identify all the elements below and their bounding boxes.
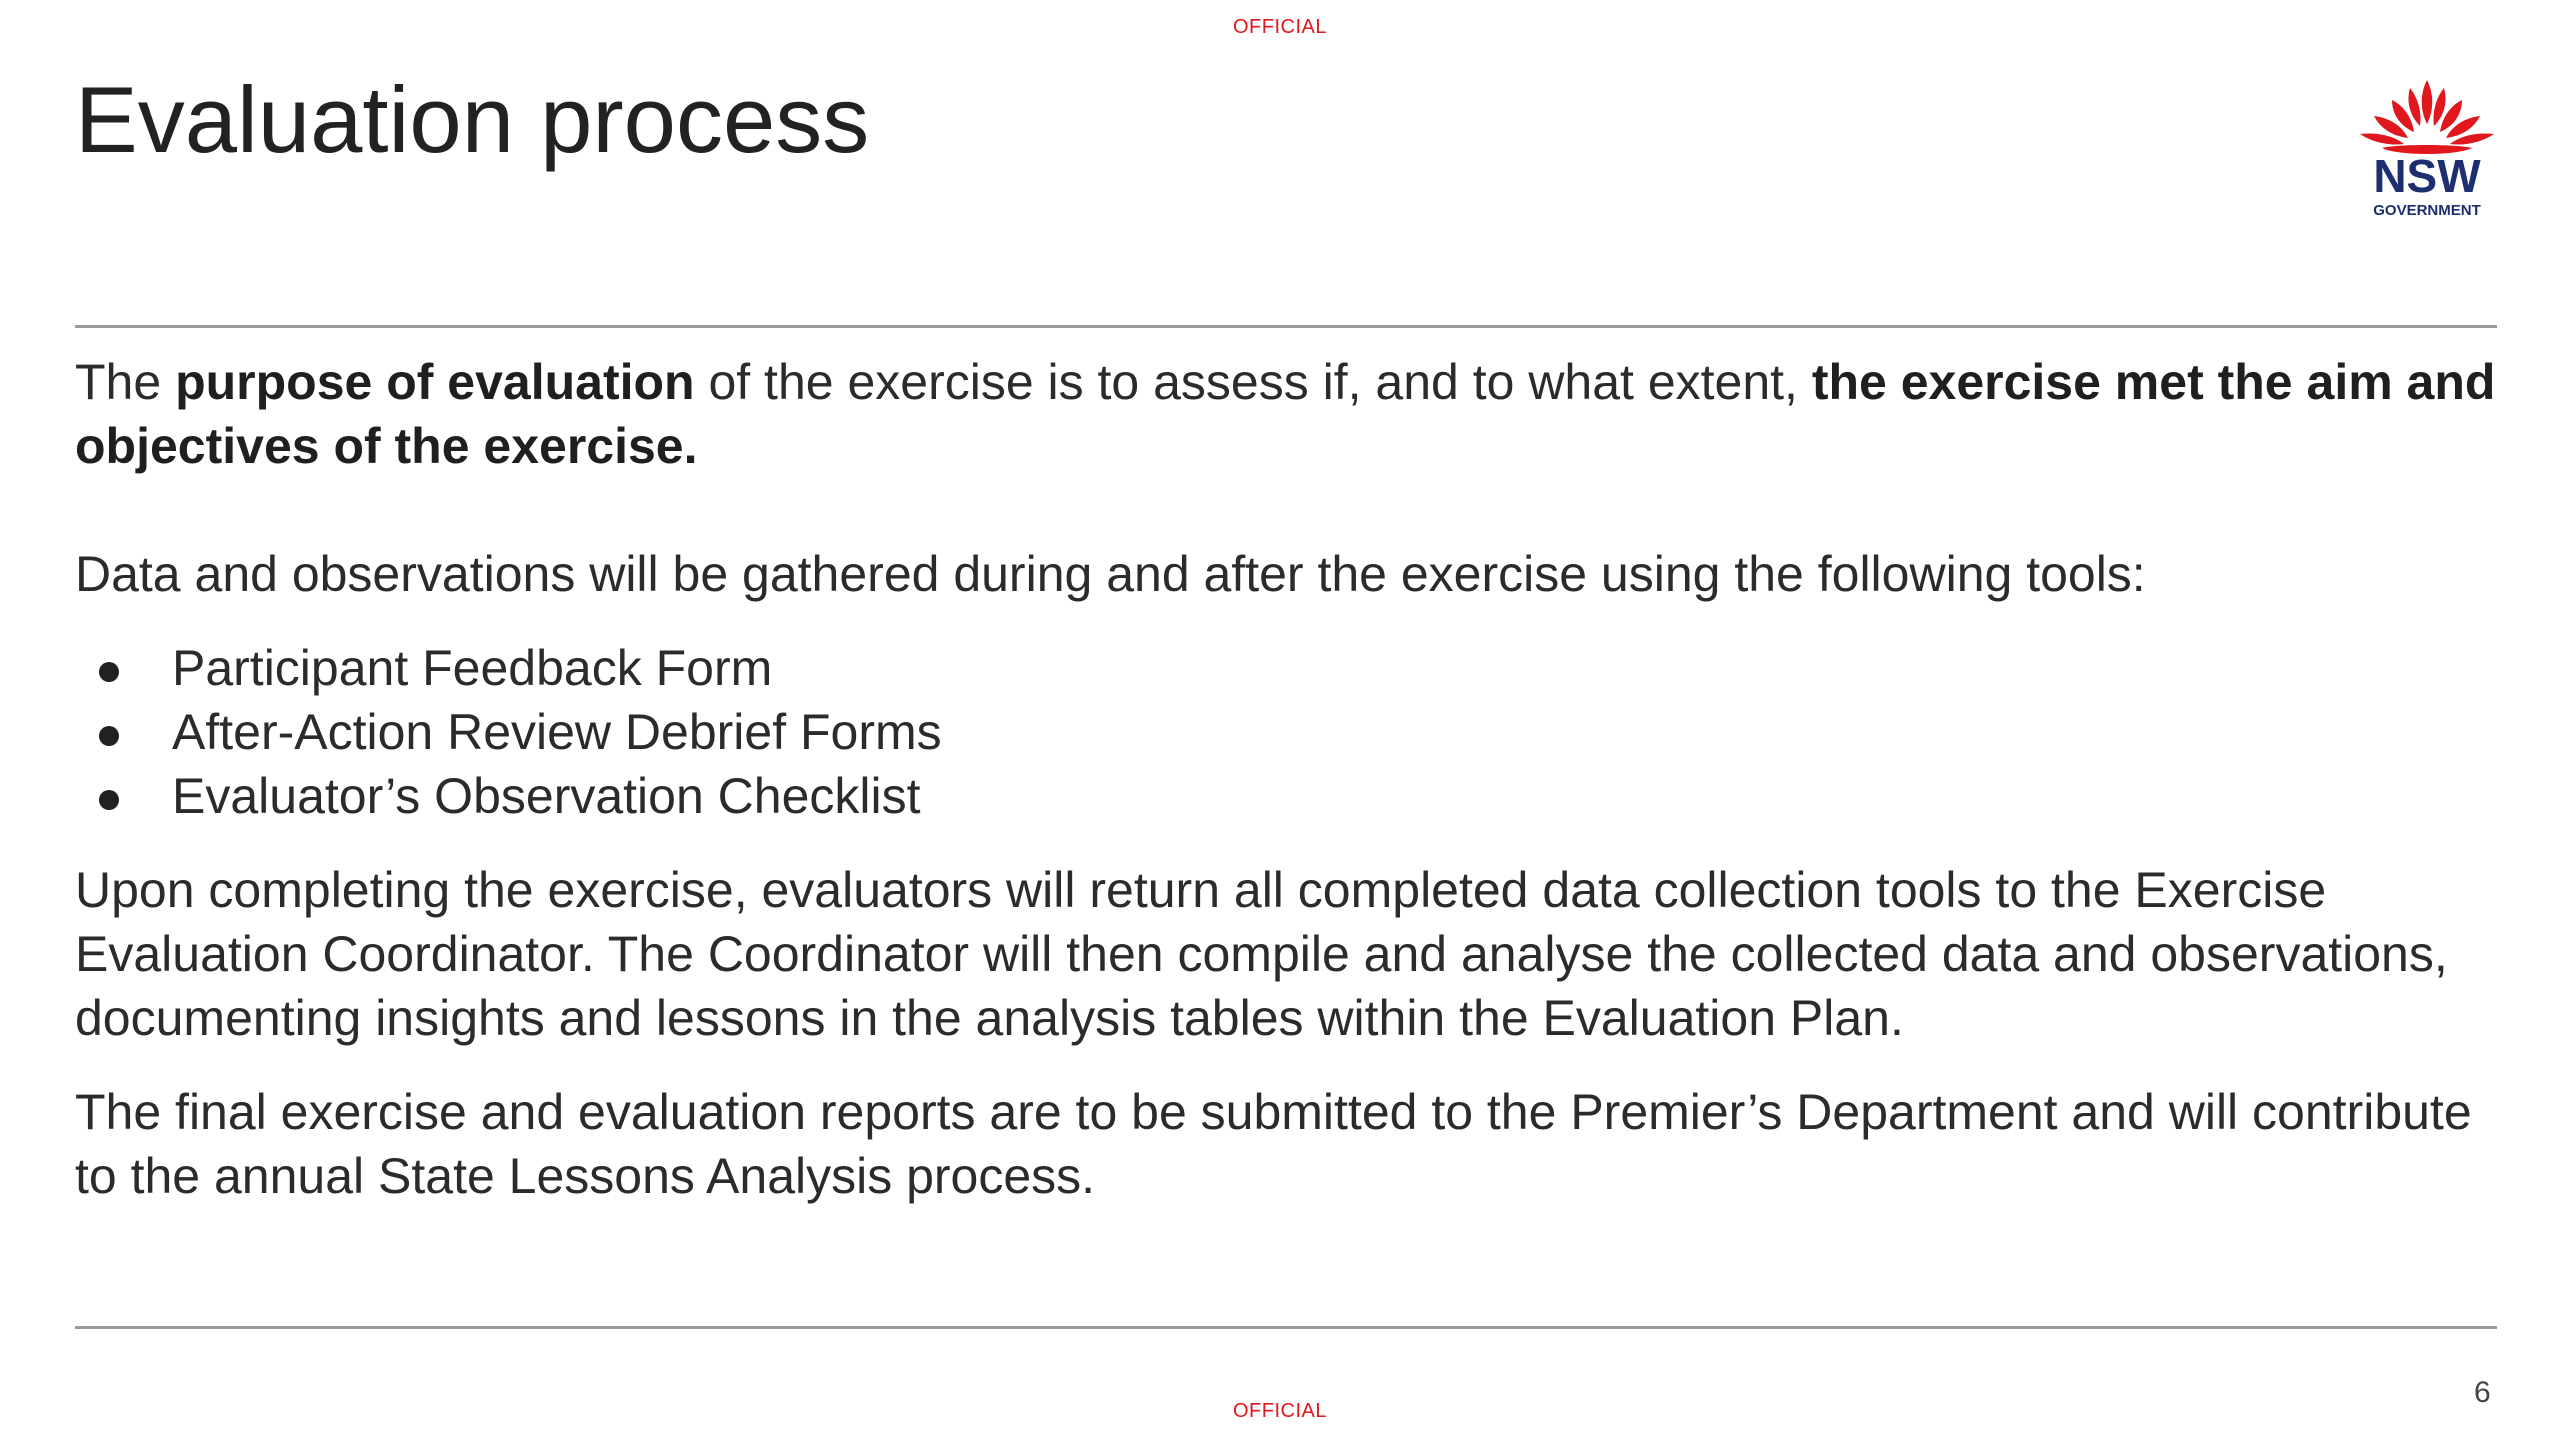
tools-intro-paragraph: Data and observations will be gathered during and after the exercise using the following tools:	[75, 546, 2146, 602]
bullet-icon	[99, 726, 119, 746]
purpose-text-1: The	[75, 354, 176, 410]
logo-subtext: GOVERNMENT	[2373, 202, 2481, 219]
classification-marking-bottom: OFFICIAL	[1232, 1400, 1327, 1422]
slide-title: Evaluation process	[75, 67, 870, 172]
list-item-text: Evaluator’s Observation Checklist	[172, 768, 921, 824]
nsw-government-logo	[2352, 72, 2502, 224]
purpose-paragraph	[75, 350, 2497, 478]
list-item-text: Participant Feedback Form	[172, 640, 773, 696]
waratah-icon	[2360, 80, 2494, 154]
list-item	[75, 764, 2497, 828]
bullet-icon	[99, 662, 119, 682]
bottom-divider	[75, 1326, 2497, 1329]
tools-list	[75, 636, 2497, 828]
reporting-paragraph: The final exercise and evaluation reports are to be submitted to the Premier’s Department and will contribute to the annual State Lessons Analysis process.	[75, 1084, 2472, 1204]
page-number: 6	[2474, 1376, 2491, 1409]
list-item	[75, 636, 2497, 700]
classification-marking-top: OFFICIAL	[1232, 16, 1327, 38]
list-item-text: After-Action Review Debrief Forms	[172, 704, 942, 760]
top-divider	[75, 325, 2497, 328]
purpose-bold-1: purpose of evaluation	[175, 354, 695, 410]
process-paragraph: Upon completing the exercise, evaluators will return all completed data collection tools to the Exercise Evaluation Coordinator. The Coordinator will then compile and analyse the collected data and observations, documenting insights and lessons in the analysis tables within the Evaluation Plan.	[75, 862, 2448, 1046]
slide-body	[75, 350, 2497, 1208]
logo-wordmark: NSW	[2373, 150, 2481, 202]
bullet-icon	[99, 790, 119, 810]
purpose-text-2: of the exercise is to assess if, and to what extent,	[694, 354, 1812, 410]
purpose-bold-2: the exercise met the aim and objectives of the exercise.	[75, 354, 2496, 474]
list-item	[75, 700, 2497, 764]
